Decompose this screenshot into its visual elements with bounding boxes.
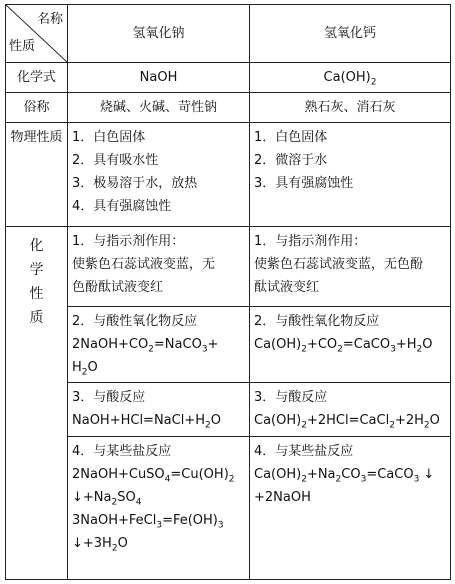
row-label-physical: 物理性质 [6,123,68,227]
acid-caoh2 [250,383,451,437]
column-header-naoh: 氢氧化钠 [68,5,250,63]
acid-oxide-naoh-equation-cont: $H_2O$ [72,360,98,378]
indicator-naoh-text: 使紫色石蕊试液变蓝，无 [72,257,216,272]
formula-caoh2: $Ca(OH)_2$ [250,63,451,93]
acid-oxide-naoh [68,307,250,383]
physical-caoh2-item: 2．微溶于水 [254,153,328,168]
acid-oxide-caoh2-equation: $Ca(OH)_2+CO_2=CaCO_3+H_2O$ [254,337,433,355]
acid-naoh-equation: $NaOH+HCl=NaCl+H_2O$ [72,413,221,431]
salt-caoh2-equation-cont: +2NaOH [254,490,311,505]
chemical-label-char: 质 [29,310,44,326]
physical-naoh-item: 4．具有强腐蚀性 [72,199,172,214]
indicator-naoh [68,227,250,307]
column-header-caoh2: 氢氧化钙 [250,5,451,63]
corner-label-property: 性质 [9,39,36,54]
indicator-caoh2-text: 酞试液变红 [254,280,320,295]
acid-naoh-title: 3．与酸反应 [72,390,146,405]
salt-caoh2-title: 4．与某些盐反应 [254,444,354,459]
salt-caoh2 [250,437,451,580]
common-name-caoh2: 熟石灰、消石灰 [250,93,451,123]
acid-oxide-caoh2 [250,307,451,383]
acid-oxide-caoh2-title: 2．与酸性氧化物反应 [254,314,380,329]
physical-caoh2-item: 1．白色固体 [254,130,328,145]
physical-naoh-item: 1．白色固体 [72,130,146,145]
physical-naoh-item: 2．具有吸水性 [72,153,159,168]
indicator-caoh2-title: 1．与指示剂作用： [254,234,367,249]
row-label-common-name: 俗称 [6,93,68,123]
chemical-label-char: 性 [29,286,44,302]
formula-naoh: NaOH [68,63,250,93]
acid-oxide-naoh-equation: $2NaOH+CO_2=NaCO_3+$ [72,337,219,355]
indicator-naoh-title: 1．与指示剂作用： [72,234,185,249]
salt-caoh2-equation: $Ca(OH)_2+Na_2CO_3=CaCO_3$ ↓ [254,467,435,485]
acid-caoh2-title: 3．与酸反应 [254,390,328,405]
comparison-table [5,4,451,580]
row-label-chemical [6,227,68,580]
indicator-caoh2-text: 使紫色石蕊试液变蓝，无色酚 [254,257,424,272]
indicator-caoh2 [250,227,451,307]
physical-caoh2-item: 3．具有强腐蚀性 [254,176,354,191]
acid-naoh [68,383,250,437]
salt-naoh-equation-2: $3NaOH+FeCl_3=Fe(OH)_3$ [72,513,224,531]
common-name-naoh: 烧碱、火碱、苛性钠 [68,93,250,123]
corner-label-name: 名称 [36,12,63,27]
salt-naoh [68,437,250,580]
salt-naoh-equation-1-cont: $↓+Na_2SO_4$ [72,490,142,508]
physical-naoh-item: 3．极易溶于水，放热 [72,176,198,191]
acid-caoh2-equation: $Ca(OH)_2+2HCl=CaCl_2+2H_2O$ [254,413,440,431]
acid-oxide-naoh-title: 2．与酸性氧化物反应 [72,314,198,329]
salt-naoh-equation-2-cont: $↓+3H_2O$ [72,536,128,554]
chemical-label-char: 化 [29,238,44,254]
corner-header-cell [6,5,68,63]
row-label-formula: 化学式 [6,63,68,93]
indicator-naoh-text: 色酚酞试液变红 [72,280,164,295]
chemical-label-char: 学 [29,262,44,278]
physical-caoh2 [250,123,451,227]
salt-naoh-title: 4．与某些盐反应 [72,444,172,459]
physical-naoh [68,123,250,227]
salt-naoh-equation-1: $2NaOH+CuSO_4=Cu(OH)_2$ [72,467,235,485]
